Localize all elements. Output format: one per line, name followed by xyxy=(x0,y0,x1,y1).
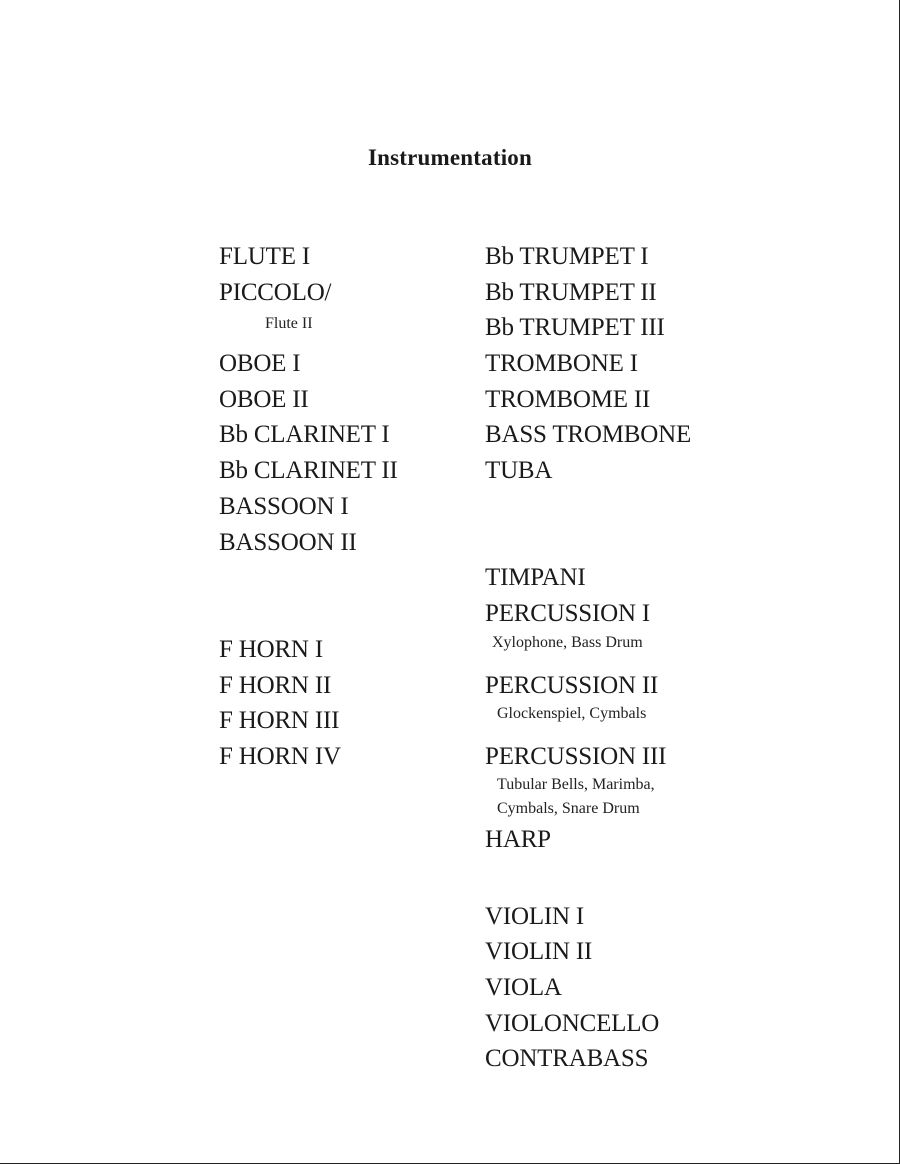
instrument-clarinet-2: Bb CLARINET II xyxy=(219,457,398,484)
instrument-horn-3: F HORN III xyxy=(219,707,340,734)
instrument-violin-1: VIOLIN I xyxy=(485,903,585,930)
instrument-percussion-1: PERCUSSION I xyxy=(485,600,650,627)
instrument-trombone-1: TROMBONE I xyxy=(485,350,638,377)
instrument-contrabass: CONTRABASS xyxy=(485,1045,649,1072)
instrument-horn-2: F HORN II xyxy=(219,672,332,699)
instrument-horn-1: F HORN I xyxy=(219,636,323,663)
instrument-clarinet-1: Bb CLARINET I xyxy=(219,421,390,448)
page-title: Instrumentation xyxy=(367,145,532,170)
instrument-trumpet-1: Bb TRUMPET I xyxy=(485,243,649,270)
instrument-tuba: TUBA xyxy=(485,457,553,484)
instrument-oboe-1: OBOE I xyxy=(219,350,301,377)
instrument-percussion-3-note-line1: Tubular Bells, Marimba, xyxy=(497,776,655,793)
instrument-percussion-1-note: Xylophone, Bass Drum xyxy=(492,634,643,651)
instrument-viola: VIOLA xyxy=(485,974,562,1001)
instrument-piccolo: PICCOLO/ xyxy=(219,279,332,306)
instrument-bass-trombone: BASS TROMBONE xyxy=(485,421,692,448)
instrument-percussion-3: PERCUSSION III xyxy=(485,743,667,770)
instrument-trombone-2: TROMBOME II xyxy=(485,386,651,413)
instrument-violin-2: VIOLIN II xyxy=(485,938,593,965)
instrument-horn-4: F HORN IV xyxy=(219,743,341,770)
instrument-violoncello: VIOLONCELLO xyxy=(485,1010,660,1037)
instrument-timpani: TIMPANI xyxy=(485,564,586,591)
instrument-flute-1: FLUTE I xyxy=(219,243,310,270)
instrument-percussion-3-note-line2: Cymbals, Snare Drum xyxy=(497,800,640,817)
instrument-oboe-2: OBOE II xyxy=(219,386,309,413)
instrument-bassoon-1: BASSOON I xyxy=(219,493,349,520)
instrument-harp: HARP xyxy=(485,826,551,853)
instrument-percussion-2-note: Glockenspiel, Cymbals xyxy=(497,705,647,722)
instrument-trumpet-2: Bb TRUMPET II xyxy=(485,279,657,306)
instrument-bassoon-2: BASSOON II xyxy=(219,529,357,556)
instrument-piccolo-note: Flute II xyxy=(265,315,313,332)
instrument-trumpet-3: Bb TRUMPET III xyxy=(485,314,665,341)
instrument-percussion-2: PERCUSSION II xyxy=(485,672,659,699)
